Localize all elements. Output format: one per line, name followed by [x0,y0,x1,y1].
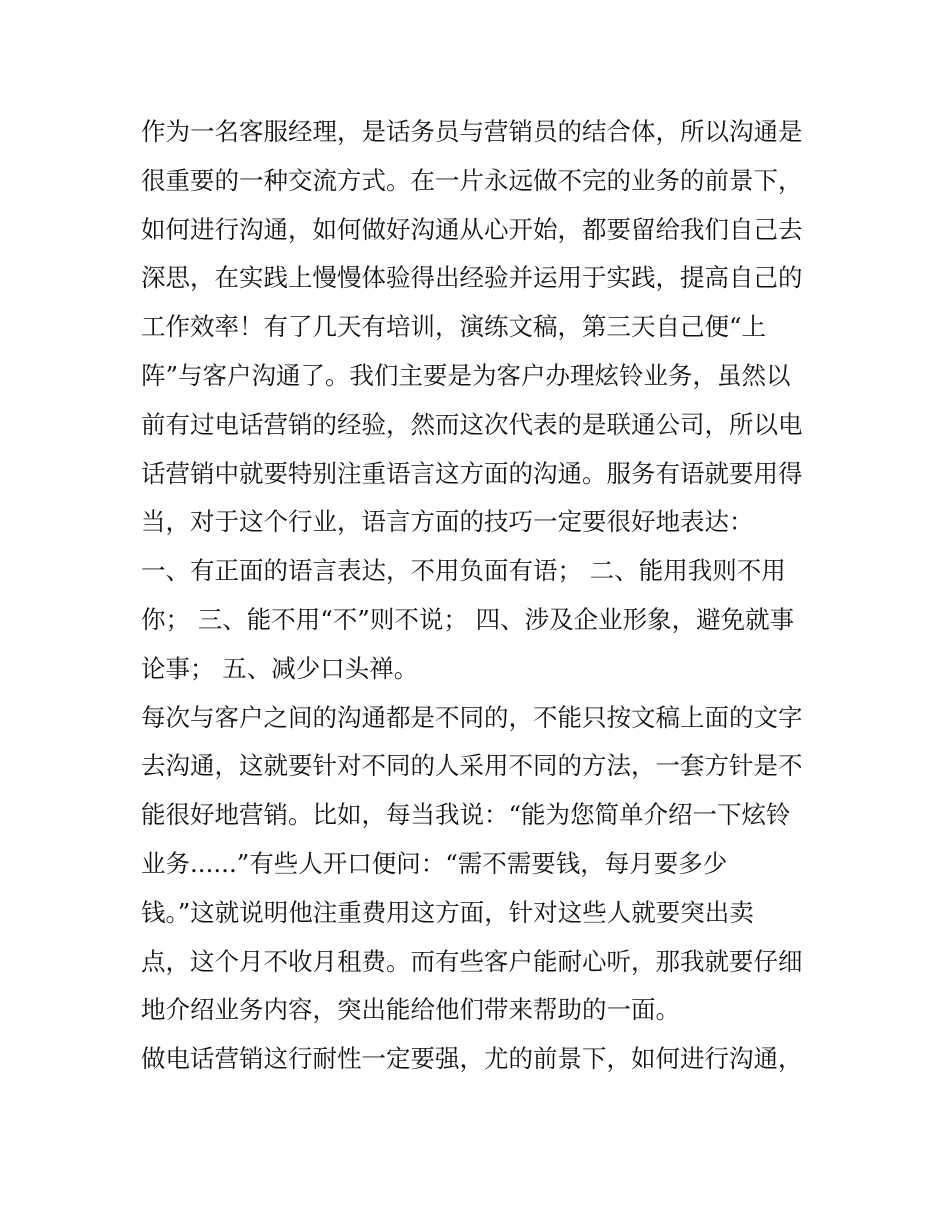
text-line: 话营销中就要特别注重语言这方面的沟通。服务有语就要用得 [141,458,803,488]
text-line: 业务......”有些人开口便问：“需不需要钱，每月要多少 [141,848,728,878]
text-line: 前有过电话营销的经验，然而这次代表的是联通公司，所以电 [141,409,803,439]
text-line: 去沟通，这就要针对不同的人采用不同的方法，一套方针是不 [141,751,803,781]
text-line: 阵”与客户沟通了。我们主要是为客户办理炫铃业务，虽然以 [141,360,791,390]
text-line: 你； 三、能不用“不”则不说； 四、涉及企业形象，避免就事 [141,604,795,634]
text-line: 工作效率！有了几天有培训，演练文稿，第三天自己便“上 [141,312,767,342]
text-line: 做电话营销这行耐性一定要强，尤的前景下，如何进行沟通， [141,1044,803,1074]
text-line: 深思，在实践上慢慢体验得出经验并运用于实践，提高自己的 [141,263,803,293]
text-line: 一、有正面的语言表达，不用负面有语； 二、能用我则不用 [141,556,786,586]
text-line: 每次与客户之间的沟通都是不同的，不能只按文稿上面的文字 [141,702,803,732]
text-line: 钱。”这就说明他注重费用这方面，针对这些人就要突出卖 [141,897,754,927]
text-line: 地介绍业务内容，突出能给他们带来帮助的一面。 [141,995,680,1025]
body-text [141,108,821,1084]
text-line: 点，这个月不收月租费。而有些客户能耐心听，那我就要仔细 [141,946,803,976]
text-line: 作为一名客服经理，是话务员与营销员的结合体，所以沟通是 [141,117,803,146]
text-line: 论事； 五、减少口头禅。 [141,653,419,683]
text-line: 能很好地营销。比如，每当我说：“能为您简单介绍一下炫铃 [141,800,791,830]
text-line: 当，对于这个行业，语言方面的技巧一定要很好地表达： [141,507,754,537]
text-line: 如何进行沟通，如何做好沟通从心开始，都要留给我们自己去 [141,214,803,244]
text-line: 很重要的一种交流方式。在一片永远做不完的业务的前景下， [141,165,803,195]
